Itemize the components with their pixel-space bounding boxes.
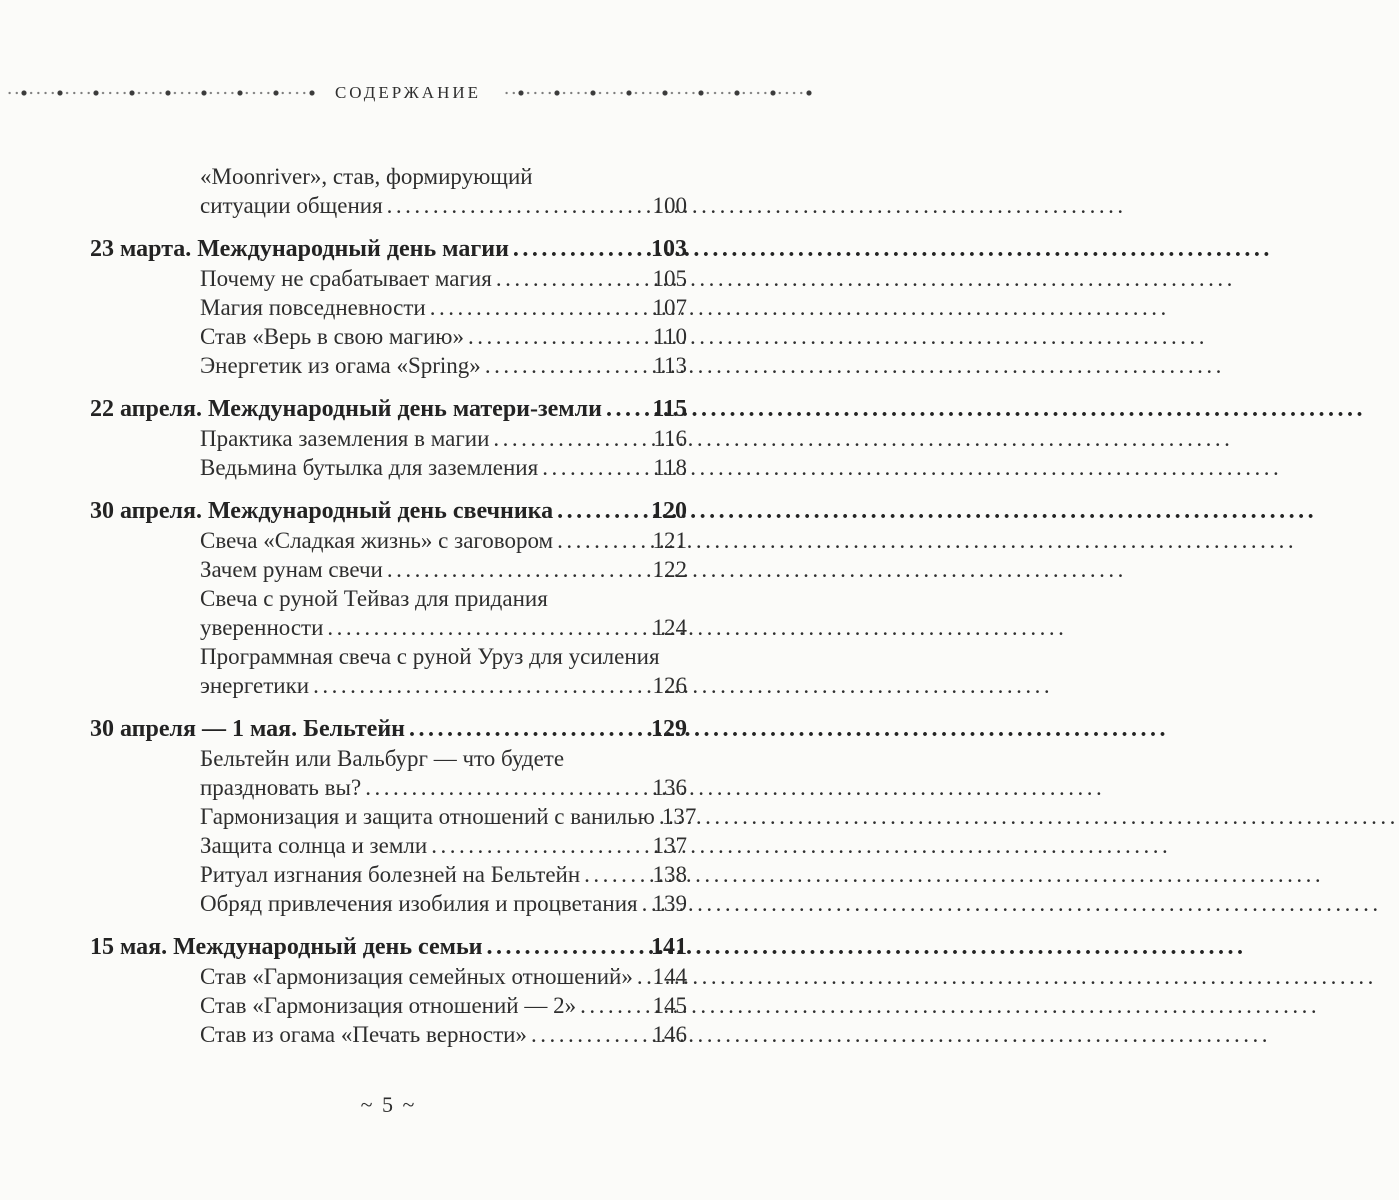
dot-leader <box>409 715 648 744</box>
toc-entry-title: уверенности <box>200 615 324 640</box>
toc-entry-line <box>200 860 687 889</box>
dotted-ornament-right-icon <box>501 86 812 100</box>
dot-leader <box>387 555 650 584</box>
toc-entry-title: праздновать вы? <box>200 775 362 800</box>
toc-entry-page-number: 105 <box>652 266 687 291</box>
toc-sub-entry <box>90 642 687 700</box>
page-title: СОДЕРЖАНИЕ <box>334 83 482 102</box>
toc-sub-entry <box>90 744 687 802</box>
dot-leader <box>584 860 649 889</box>
dot-leader <box>468 322 650 351</box>
toc-entry-title: 15 мая. Международный день семьи <box>90 934 483 960</box>
toc-entry-title: Ведьмина бутылка для заземления <box>200 455 539 480</box>
toc-entry-page-number: 139 <box>652 891 687 916</box>
toc-sub-entry <box>90 351 687 380</box>
toc-entry-title: Став из огама «Печать верности» <box>200 1022 527 1047</box>
toc-entry-title: 30 апреля — 1 мая. Бельтейн <box>90 716 405 742</box>
dot-leader <box>642 889 650 918</box>
toc-sub-entry <box>90 555 687 584</box>
toc-entry-line <box>90 715 687 744</box>
toc-entry-line <box>200 1020 687 1049</box>
toc-entry-page-number: 137 <box>661 804 697 829</box>
toc-chapter-entry <box>90 497 687 526</box>
dot-leader <box>493 424 650 453</box>
toc-entry-line <box>200 526 687 555</box>
toc-entry-line <box>200 555 687 584</box>
toc-sub-entry <box>90 860 687 889</box>
dot-leader <box>637 962 650 991</box>
toc-entry-page-number: 141 <box>651 934 687 960</box>
toc-entry-page-number: 146 <box>652 1022 687 1047</box>
page-number-footer: ~ 5 ~ <box>360 1092 417 1117</box>
toc-entry-title: Практика заземления в магии <box>200 426 490 451</box>
toc-entry-title: Став «Верь в свою магию» <box>200 324 464 349</box>
toc-entry-title: Бельтейн или Вальбург — что будете <box>200 746 565 771</box>
toc-entry-page-number: 137 <box>652 833 687 858</box>
toc-sub-entry <box>90 293 687 322</box>
toc-sub-entry <box>90 831 687 860</box>
toc-sub-entry <box>90 424 687 453</box>
toc-entry-line <box>200 642 687 671</box>
toc-chapter-entry <box>90 395 687 424</box>
toc-entry-title: Программная свеча с руной Уруз для усиления <box>200 644 660 669</box>
toc-entry-title: Став «Гармонизация семейных отношений» <box>200 964 633 989</box>
toc-entry-line <box>200 264 687 293</box>
toc-entry-page-number: 144 <box>652 964 687 989</box>
toc-entry-line <box>200 162 687 191</box>
toc-entry-title: Свеча с руной Тейваз для придания <box>200 586 548 611</box>
toc-entry-line <box>200 424 687 453</box>
page-header <box>0 83 816 103</box>
toc-entry-line <box>200 453 687 482</box>
toc-entry-line <box>200 889 687 918</box>
dot-leader <box>365 773 649 802</box>
toc-entry-title: Защита солнца и земли <box>200 833 428 858</box>
toc-entry-line <box>200 962 687 991</box>
toc-entry-page-number: 115 <box>652 396 687 422</box>
dot-leader <box>542 453 650 482</box>
toc-entry-title: 22 апреля. Международный день матери-земли <box>90 396 602 422</box>
toc-entry-title: Магия повседневности <box>200 295 426 320</box>
toc-entry-page-number: 100 <box>652 193 687 218</box>
toc-entry-line <box>200 744 687 773</box>
dot-leader <box>513 235 648 264</box>
toc-entry-line <box>200 322 687 351</box>
toc-entry-line <box>200 293 687 322</box>
dot-leader <box>496 264 650 293</box>
toc-entry-page-number: 126 <box>652 673 687 698</box>
toc-entry-line <box>200 584 687 613</box>
toc-entry-line <box>90 933 687 962</box>
toc-sub-entry <box>90 802 697 831</box>
toc-entry-title: энергетики <box>200 673 310 698</box>
toc-entry-line <box>200 802 697 831</box>
toc-entry-title: Свеча «Сладкая жизнь» с заговором <box>200 528 554 553</box>
toc-entry-title: «Moonriver», став, формирующий <box>200 164 533 189</box>
toc-entry-line <box>90 497 687 526</box>
toc-entry-page-number: 120 <box>651 498 687 524</box>
toc-entry-title: Став «Гармонизация отношений — 2» <box>200 993 577 1018</box>
toc-entry-title: Ритуал изгнания болезней на Бельтейн <box>200 862 581 887</box>
toc-entry-title: Зачем рунам свечи <box>200 557 383 582</box>
toc-entry-line <box>200 613 687 642</box>
toc-entry-page-number: 129 <box>651 716 687 742</box>
toc-chapter-entry <box>90 235 687 264</box>
toc-sub-entry <box>90 1020 687 1049</box>
dot-leader <box>327 613 649 642</box>
toc-sub-entry <box>90 889 687 918</box>
toc-entry-line <box>200 351 687 380</box>
toc-entry-title: Энергетик из огама «Spring» <box>200 353 481 378</box>
toc-entry-page-number: 145 <box>652 993 687 1018</box>
toc-sub-entry <box>90 264 687 293</box>
toc-entry-line <box>200 831 687 860</box>
toc-entry-title: Обряд привлечения изобилия и процветания <box>200 891 638 916</box>
toc-entry-page-number: 107 <box>652 295 687 320</box>
toc-entry-page-number: 113 <box>653 353 687 378</box>
toc-entry-page-number: 122 <box>652 557 687 582</box>
toc-chapter-entry <box>90 715 687 744</box>
dot-leader <box>430 293 650 322</box>
toc-entry-page-number: 118 <box>653 455 687 480</box>
toc-entry-line <box>200 991 687 1020</box>
toc-chapter-entry <box>90 933 687 962</box>
toc-sub-entry <box>90 162 687 220</box>
toc-entry-line <box>200 773 687 802</box>
dotted-ornament-left-icon <box>4 86 315 100</box>
toc-entry-page-number: 121 <box>652 528 687 553</box>
toc-entry-line <box>200 671 687 700</box>
toc-entry-title: ситуации общения <box>200 193 383 218</box>
toc-entry-line <box>90 395 687 424</box>
toc-entry-page-number: 116 <box>653 426 687 451</box>
toc-sub-entry <box>90 322 687 351</box>
dot-leader <box>557 526 649 555</box>
dot-leader <box>580 991 649 1020</box>
toc-entry-title: 30 апреля. Международный день свечника <box>90 498 554 524</box>
dot-leader <box>387 191 650 220</box>
dot-leader <box>487 933 649 962</box>
dot-leader <box>557 497 648 526</box>
toc-list <box>90 162 697 1049</box>
toc-entry-page-number: 136 <box>652 775 687 800</box>
toc-entry-title: 23 марта. Международный день магии <box>90 236 509 262</box>
toc-sub-entry <box>90 453 687 482</box>
toc-entry-line <box>200 191 687 220</box>
dot-leader <box>531 1020 650 1049</box>
dot-leader <box>485 351 651 380</box>
toc-entry-page-number: 103 <box>651 236 687 262</box>
toc-entry-title: Почему не срабатывает магия <box>200 266 492 291</box>
toc-entry-page-number: 110 <box>653 324 687 349</box>
toc-sub-entry <box>90 584 687 642</box>
toc-entry-page-number: 138 <box>652 862 687 887</box>
toc-sub-entry <box>90 962 687 991</box>
toc-entry-title: Гармонизация и защита отношений с ванилью <box>200 804 655 829</box>
dot-leader <box>606 395 649 424</box>
dot-leader <box>313 671 649 700</box>
toc-entry-page-number: 124 <box>652 615 687 640</box>
toc-entry-line <box>90 235 687 264</box>
dot-leader <box>431 831 649 860</box>
toc-sub-entry <box>90 526 687 555</box>
toc-sub-entry <box>90 991 687 1020</box>
